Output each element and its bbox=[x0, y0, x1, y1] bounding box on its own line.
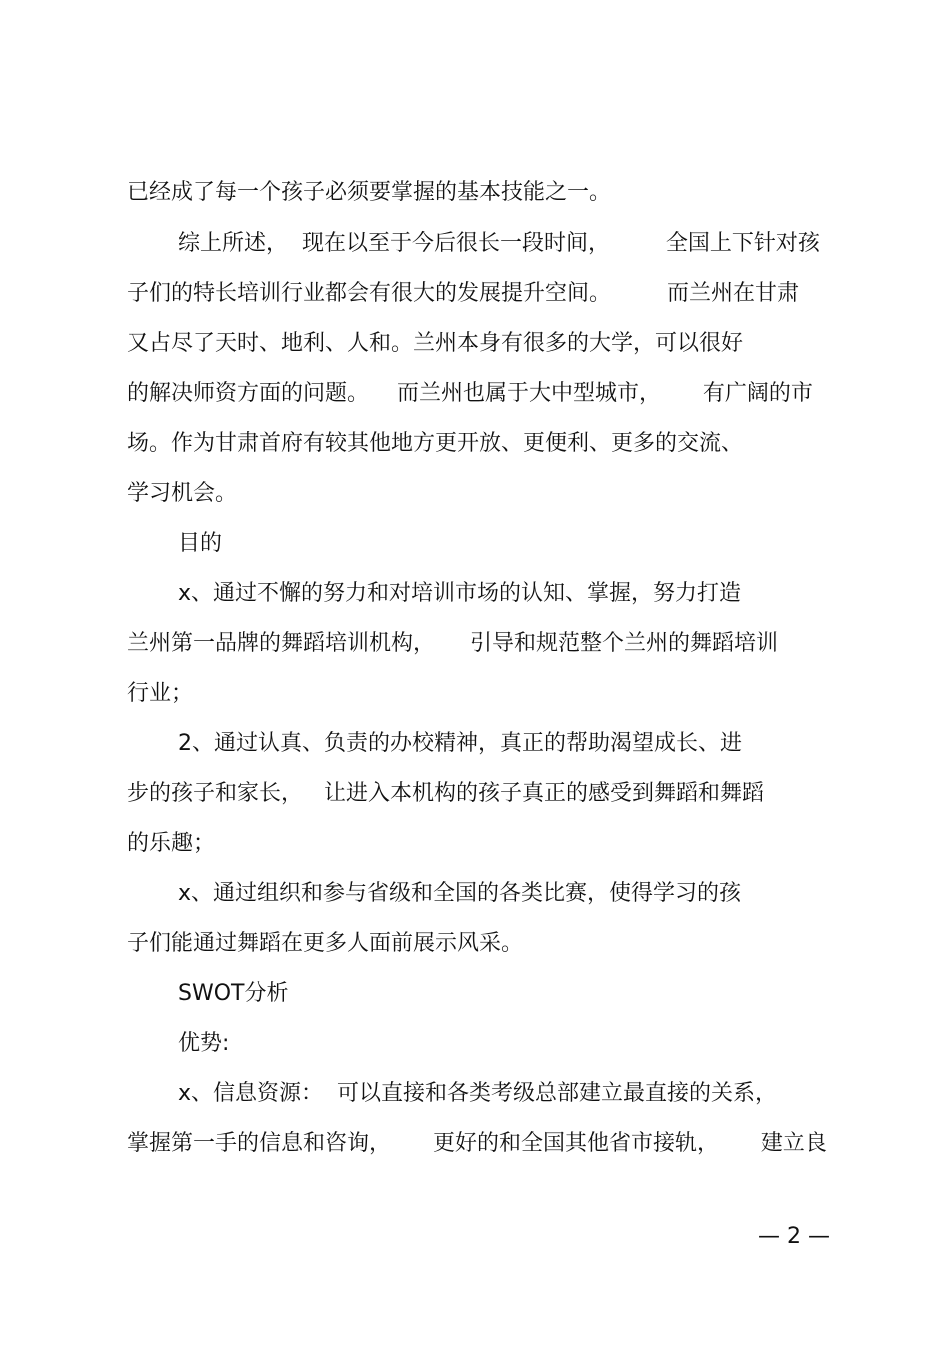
text-line: 场。作为甘肃首府有较其他地方更开放、更便利、更多的交流、 bbox=[127, 431, 744, 456]
text-line: 子们能通过舞蹈在更多人面前展示风采。 bbox=[127, 931, 524, 956]
text-line: 2、通过认真、负责的办校精神，真正的帮助渴望成长、进 bbox=[178, 731, 742, 756]
text-line: x、通过不懈的努力和对培训市场的认知、掌握，努力打造 bbox=[178, 581, 742, 606]
text-line: x、信息资源： 可以直接和各类考级总部建立最直接的关系， bbox=[178, 1081, 778, 1106]
text-line: 的乐趣； bbox=[127, 831, 216, 856]
text-line: 学习机会。 bbox=[127, 481, 238, 506]
section-heading: 优势: bbox=[178, 1031, 230, 1056]
section-heading: 目的 bbox=[178, 531, 223, 556]
text-line: 的解决师资方面的问题。 而兰州也属于大中型城市， 有广阔的市 bbox=[127, 381, 813, 406]
text-line: 综上所述， 现在以至于今后很长一段时间， 全国上下针对孩 bbox=[178, 231, 820, 256]
text-line: 子们的特长培训行业都会有很大的发展提升空间。 而兰州在甘肃 bbox=[127, 281, 799, 306]
page-number: — 2 — bbox=[758, 1224, 830, 1249]
text-line: 又占尽了天时、地利、人和。兰州本身有很多的大学，可以很好 bbox=[127, 331, 744, 356]
text-line: 掌握第一手的信息和咨询， 更好的和全国其他省市接轨， 建立良 bbox=[127, 1131, 827, 1156]
text-line: 兰州第一品牌的舞蹈培训机构， 引导和规范整个兰州的舞蹈培训 bbox=[127, 631, 778, 656]
text-line: 步的孩子和家长， 让进入本机构的孩子真正的感受到舞蹈和舞蹈 bbox=[127, 781, 764, 806]
text-line: 已经成了每一个孩子必须要掌握的基本技能之一。 bbox=[127, 180, 612, 205]
text-line: x、通过组织和参与省级和全国的各类比赛，使得学习的孩 bbox=[178, 881, 742, 906]
text-line: 行业； bbox=[127, 681, 194, 706]
section-heading: SWOT分析 bbox=[178, 981, 289, 1006]
